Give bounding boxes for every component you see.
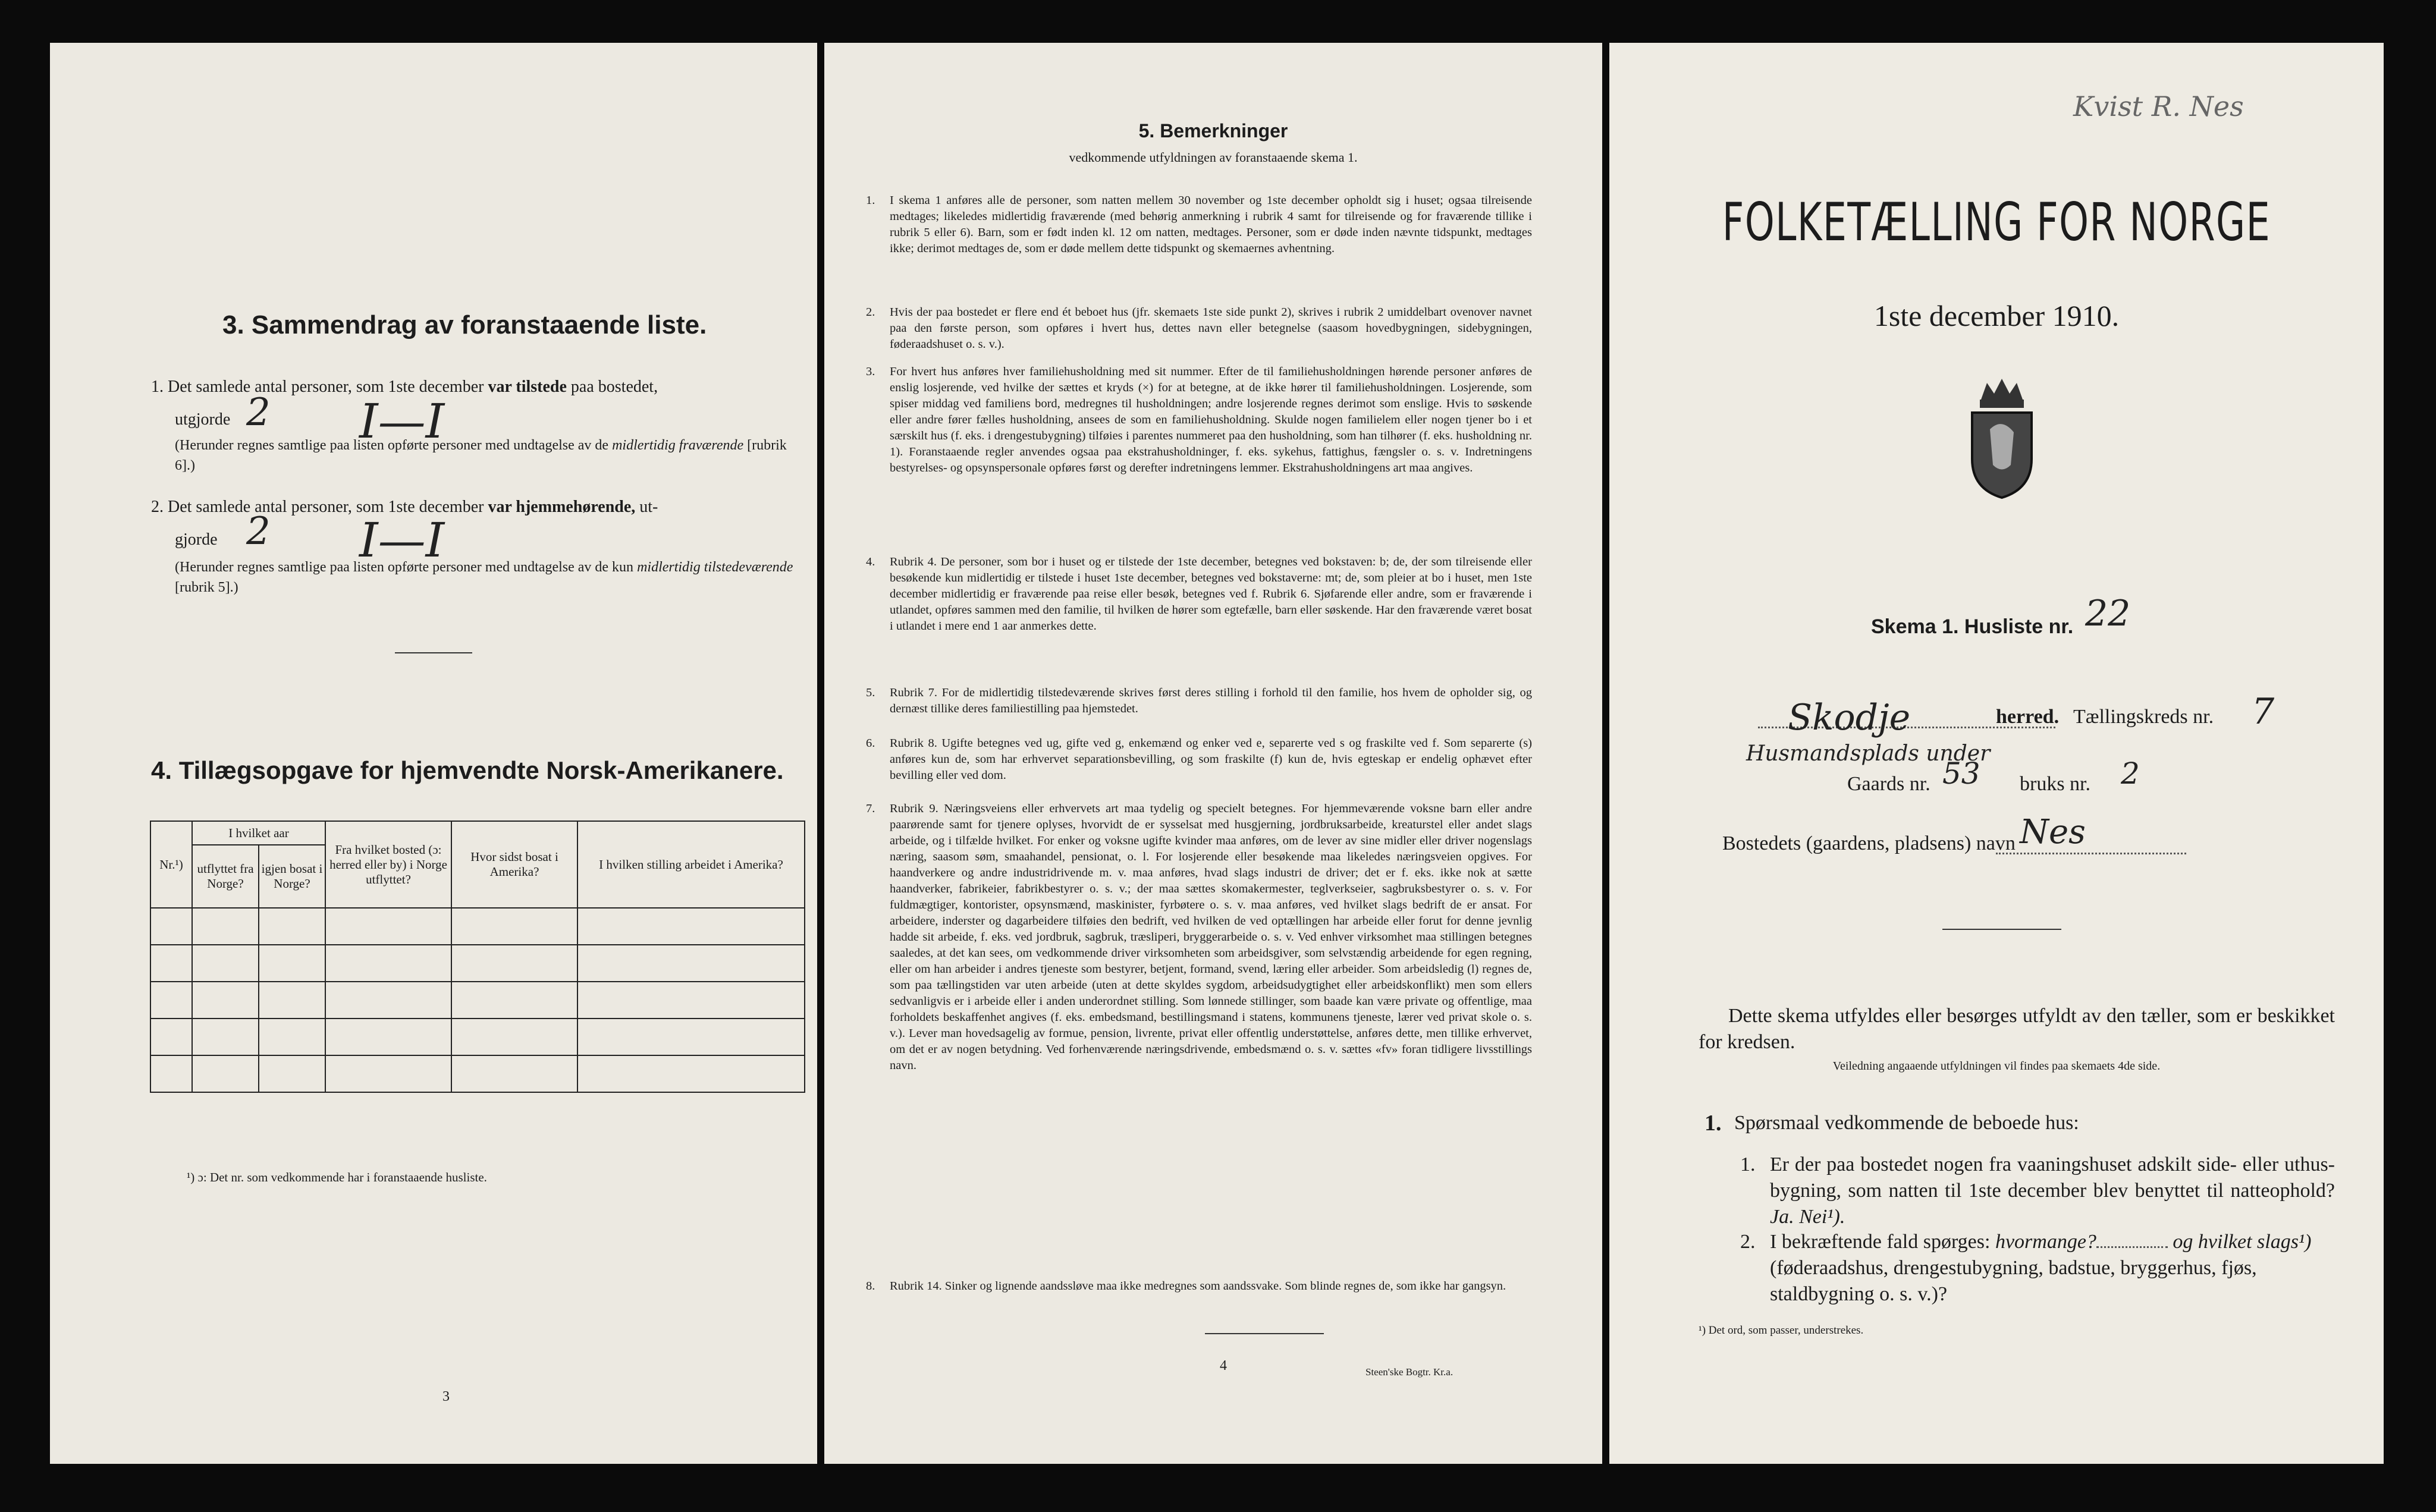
table-row	[150, 908, 805, 945]
remark-text: Rubrik 9. Næringsveiens eller erhvervets art maa tydelig og specielt betegnes. For hjemmeværende voksne barn eller andre paarørende samt for tjenere oplyses, hvorvidt de er sysselsat med husgjerning, jordbruksarbeide, kreaturstel eller andet slags arbeide, og i tilfælde hvilket. For enker og voksne ugifte kvinder maa anføres, om de lever av sine midler eller driver nogenslags næring, saasom søm, smaahandel, pensionat, o. l. For losjerende eller besøkende maa likeledes næringsveien opgives. For haandverkere og andre industridrivende m. v. maa anføres, hvad slags industri de driver; det er f. eks. ikke nok at sætte haandverker, fabrikeier, fabrikbestyrer o. s. v.; der maa sættes skomakermester, teglverkseier, sagbruksbestyrer o. s. v. For fuldmægtiger, kontorister, opsynsmænd, maskinister, fyrbøtere o. s. v. maa anføres, ved hvilket slags bedrift de er ansat. For arbeidere, inderster og dagarbeidere tilføies den bedrift, ved hvilken de ved optællingen har arbeide eller forut for denne jevnlig hadde sit arbeide, f. eks. ved jordbruk, sagbruk, træsliperi, bryggerarbeide o. s. v. Ved enhver virksomhet maa stillingen betegnes saaledes, at det kan sees, om vedkommende driver virksomheten som arbeidsgiver, som selvstændig arbeidende for egen regning, eller om han arbeider i andres tjeneste som bestyrer, betjent, formand, svend, læring eller arbeider. Som arbeidsledig (l) regnes de, som paa tællingstiden var uten arbeide (uten at dette skyldes sygdom, arbeidsudygtighet eller arbeidskonflikt) men som ellers sedvanligvis er i arbeide eller i anden underordnet stilling. Som lønnede stillinger, som baade kan være private og offentlige, maa forholdets beskaffenhet angives (f. eks. embedsmand, bestillingsmand i statens, kommunens tjeneste, lærer ved privat skole o. s. v.). Lever man hovedsagelig av formue, pension, livrente, privat eller offentlig understøttelse, anføres dette, men tillike erhvervet, om det er av nogen betydning. Ved forhenværende næringsdrivende, embedsmænd o. s. v. sættes «fv» foran tidligere livsstillings navn.	[890, 802, 1532, 1072]
item-number: 2.	[151, 498, 164, 516]
remark-text: Rubrik 14. Sinker og lignende aandssløve maa ikke medregnes som aandssvake. Som blinde regnes de, som ikke har gangsyn.	[890, 1280, 1506, 1293]
remark-6	[866, 735, 1532, 784]
item-text: Det samlede antal personer, som 1ste december	[168, 378, 484, 396]
question-2	[1770, 1229, 2335, 1307]
bosted-handwritten: Nes	[2020, 813, 2086, 851]
husliste-nr-handwritten: 22	[2085, 593, 2131, 634]
remark-text: Rubrik 4. De personer, som bor i huset og er tilstede der 1ste december, betegnes ved bokstaven: b; de, der som tilreisende eller besøkende kun midlertidig er tilstede i huset 1ste december, betegnes ved bokstaverne: mt; de, som pleier at bo i huset, men 1ste december midlertidig er fraværende paa reise eller besøk, betegnes ved f. Rubrik 6. Sjøfarende eller andre, som er fraværende i utlandet, opføres sammen med den familie, til hvilken de hører som egtefælle, barn eller søskende. Har den fraværende været bosat i utlandet i mere end 1 aar anmerkes dette.	[890, 555, 1532, 633]
remark-number: 3.	[866, 365, 875, 378]
item-bold-text: var tilstede	[488, 378, 567, 396]
info-small-text: Veiledning angaaende utfyldningen vil findes paa skemaets 4de side.	[1832, 1060, 2161, 1073]
divider	[1942, 929, 2061, 930]
remark-1	[866, 193, 1532, 257]
bosted-line	[1996, 853, 2186, 854]
herred-label: herred.	[1996, 706, 2060, 728]
page-1-cover	[1609, 43, 2384, 1464]
corner-handwritten-note: Kvist R. Nes	[2073, 90, 2244, 122]
norsk-amerikanere-table	[150, 821, 805, 1093]
printer-mark: Steen'ske Bogtr. Kr.a.	[1365, 1366, 1454, 1378]
divider	[1205, 1333, 1324, 1334]
bruks-handwritten: 2	[2121, 756, 2140, 791]
resident-count-handwritten: 2	[246, 510, 271, 554]
remark-3	[866, 364, 1532, 476]
utgjorde-label: utgjorde	[175, 410, 231, 429]
coat-of-arms-icon	[1963, 376, 2041, 501]
header-stilling: I hvilken stilling arbeidet i Amerika?	[577, 821, 805, 908]
header-utflyttet: utflyttet fra Norge?	[192, 845, 259, 908]
herred-handwritten: Skodje	[1788, 697, 1911, 738]
husmandsplads-annotation: Husmandsplads under	[1746, 741, 1991, 766]
item-bold-text: var hjemmehørende,	[488, 498, 636, 516]
remark-8	[866, 1278, 1532, 1294]
remark-text: I skema 1 anføres alle de personer, som natten mellem 30 november og 1ste december opholdt sig i huset; ogsaa tilreisende medtages; likeledes midlertidig fraværende (med behørig anmerkning i rubrik 4 samt for tilreisende og for fraværende tillike i rubrik 5 eller 6). Barn, som er født inden kl. 12 om natten, medtages. Personer, som er døde inden nævnte tidspunkt, medtages ikke; derimot medtages de, som er døde mellem dette tidspunkt og skemaernes avhentning.	[890, 194, 1532, 255]
question-2-slags: og hvilket slags¹)	[2173, 1231, 2312, 1253]
remark-5	[866, 685, 1532, 717]
header-nr: Nr.¹)	[150, 821, 192, 908]
remark-text: Rubrik 7. For de midlertidig tilstedeværende skrives først deres stilling i forhold til den familie, hos hvem de opholder sig, og dernæst tillike deres familiestilling paa hjemstedet.	[890, 686, 1532, 715]
note-text: (Herunder regnes samtlige paa listen opførte personer med undtagelse av de	[175, 438, 609, 453]
question-2-hvormange: hvormange?	[1995, 1231, 2096, 1253]
header-bosat: Hvor sidst bosat i Amerika?	[451, 821, 577, 908]
present-tally-handwritten: I—I	[359, 394, 445, 449]
remark-4	[866, 554, 1532, 634]
item-text: paa bostedet,	[570, 378, 658, 396]
remark-text: Rubrik 8. Ugifte betegnes ved ug, gifte ved g, enkemænd og enker ved e, separerte ved s og fraskilte ved f. Som separerte (s) anføres kun de, som har erhvervet separationsbevilling, og som fraskilte (f) kun de, hvis egteskap er endelig ophævet efter bevilling eller ved dom.	[890, 737, 1532, 782]
gaards-handwritten: 53	[1942, 756, 1980, 791]
present-count-handwritten: 2	[246, 391, 271, 435]
krets-label: Tællingskreds nr.	[2073, 706, 2214, 728]
header-igjen: igjen bosat i Norge?	[259, 845, 325, 908]
page-number: 3	[442, 1389, 450, 1404]
table-footnote: ¹) ɔ: Det nr. som vedkommende har i foranstaaende husliste.	[187, 1170, 487, 1184]
remark-number: 1.	[866, 194, 875, 207]
form-title: FOLKETÆLLING FOR NORGE	[1722, 191, 2271, 253]
question-2-text-b: (føderaadshus, drengestubygning, badstue, bryggerhus, fjøs, staldbygning o. s. v.)?	[1770, 1257, 2257, 1305]
question-2-number: 2.	[1740, 1231, 1756, 1253]
table-row	[150, 945, 805, 982]
page-4-remarks	[824, 43, 1602, 1464]
question-1	[1770, 1152, 2335, 1230]
question-heading: Spørsmaal vedkommende de beboede hus:	[1734, 1112, 2079, 1134]
remark-number: 4.	[866, 555, 875, 568]
question-1-number: 1.	[1740, 1153, 1756, 1175]
item-number: 1.	[151, 378, 164, 396]
remark-number: 5.	[866, 686, 875, 699]
header-aar: I hvilket aar	[192, 821, 325, 845]
remarks-title: 5. Bemerkninger	[1138, 120, 1288, 142]
bosted-label: Bostedets (gaardens, pladsens) navn	[1722, 832, 2016, 854]
gjorde-label: gjorde	[175, 530, 218, 549]
section-4-title: 4. Tillægsopgave for hjemvendte Norsk-Amerikanere.	[151, 756, 784, 784]
table-row	[150, 982, 805, 1019]
question-2-text: I bekræftende fald spørges:	[1770, 1231, 1991, 1253]
bruks-label: bruks nr.	[2020, 773, 2090, 795]
item-text: Det samlede antal personer, som 1ste december	[168, 498, 484, 516]
remark-number: 6.	[866, 737, 875, 750]
info-text: Dette skema utfyldes eller besørges utfyldt av den tæller, som er beskikket for kredsen.	[1699, 1005, 2335, 1053]
remark-text: For hvert hus anføres hver familiehusholdning med sit nummer. Efter de til familiehusholdningen hørende personer anføres de enslig losjerende, ved hvilke der sættes et kryds (×) for at betegne, at de ikke hører til familiehusholdningen. Losjerende, som spiser middag ved familiens bord, medregnes til husholdningen; andre losjerende regnes derimot som enslige. Hvis to søskende eller andre fører fælles husholdning, ansees de som en familiehusholdning. Skulde nogen familielem eller nogen tjener bo i et særskilt hus (f. eks. i drengestubygning) tilføies i parentes nummeret paa den husholdning, som han tilhører (f. eks. husholdning nr. 1). Foranstaaende regler anvendes ogsaa paa ekstrahusholdninger, f. eks. sykehus, fattighus, fængsler o. s. v. Indretningens bestyrelses- og opsynspersonale opføres først og derefter indretningens lemmer. Ekstrahusholdningens art maa angives.	[890, 365, 1532, 474]
skema-label: Skema 1. Husliste nr.	[1871, 615, 2074, 638]
question-1-answer: Ja. Nei¹).	[1770, 1206, 1845, 1228]
remark-7	[866, 801, 1532, 1074]
item-text: ut-	[639, 498, 658, 516]
note-italic: midlertidig fraværende	[612, 438, 744, 453]
resident-tally-handwritten: I—I	[359, 513, 445, 568]
item-2-note	[175, 557, 805, 598]
question-heading-number: 1.	[1704, 1111, 1722, 1136]
remark-number: 2.	[866, 306, 875, 319]
section-3-title: 3. Sammendrag av foranstaaende liste.	[222, 310, 707, 340]
header-herred: Fra hvilket bosted (ɔ: herred eller by) i Norge utflyttet?	[325, 821, 451, 908]
gaards-label: Gaards nr.	[1847, 773, 1930, 795]
page-3-summary	[50, 43, 817, 1464]
table-row	[150, 1055, 805, 1092]
cover-footnote: ¹) Det ord, som passer, understrekes.	[1699, 1324, 1864, 1337]
krets-handwritten: 7	[2252, 691, 2275, 733]
divider	[395, 652, 472, 653]
remarks-subtitle: vedkommende utfyldningen av foranstaaende skema 1.	[1069, 150, 1358, 165]
remark-2	[866, 304, 1532, 353]
item-1-note	[175, 435, 805, 476]
note-text: [rubrik 6].)	[175, 438, 787, 473]
remark-number: 8.	[866, 1280, 875, 1293]
note-text: (Herunder regnes samtlige paa listen opførte personer med undtagelse av de kun	[175, 559, 634, 575]
remark-text: Hvis der paa bostedet er flere end ét beboet hus (jfr. skemaets 1ste side punkt 2), skrives i rubrik 2 umiddelbart ovenover navnet paa den første person, som opføres i hvert hus, dettes navn eller betegnelse (saasom hovedbygningen, sidebygningen, føderaadshuset o. s. v.).	[890, 306, 1532, 351]
table-row	[150, 1019, 805, 1055]
page-number: 4	[1220, 1358, 1227, 1373]
answer-blank	[2096, 1246, 2168, 1248]
question-1-text: Er der paa bostedet nogen fra vaaningshuset adskilt side- eller uthus-bygning, som natten til 1ste december blev benyttet til natteophold?	[1770, 1153, 2335, 1202]
note-text: [rubrik 5].)	[175, 580, 238, 595]
form-date: 1ste december 1910.	[1873, 299, 2120, 332]
remark-number: 7.	[866, 802, 875, 815]
note-italic: midlertidig tilstedeværende	[637, 559, 793, 575]
